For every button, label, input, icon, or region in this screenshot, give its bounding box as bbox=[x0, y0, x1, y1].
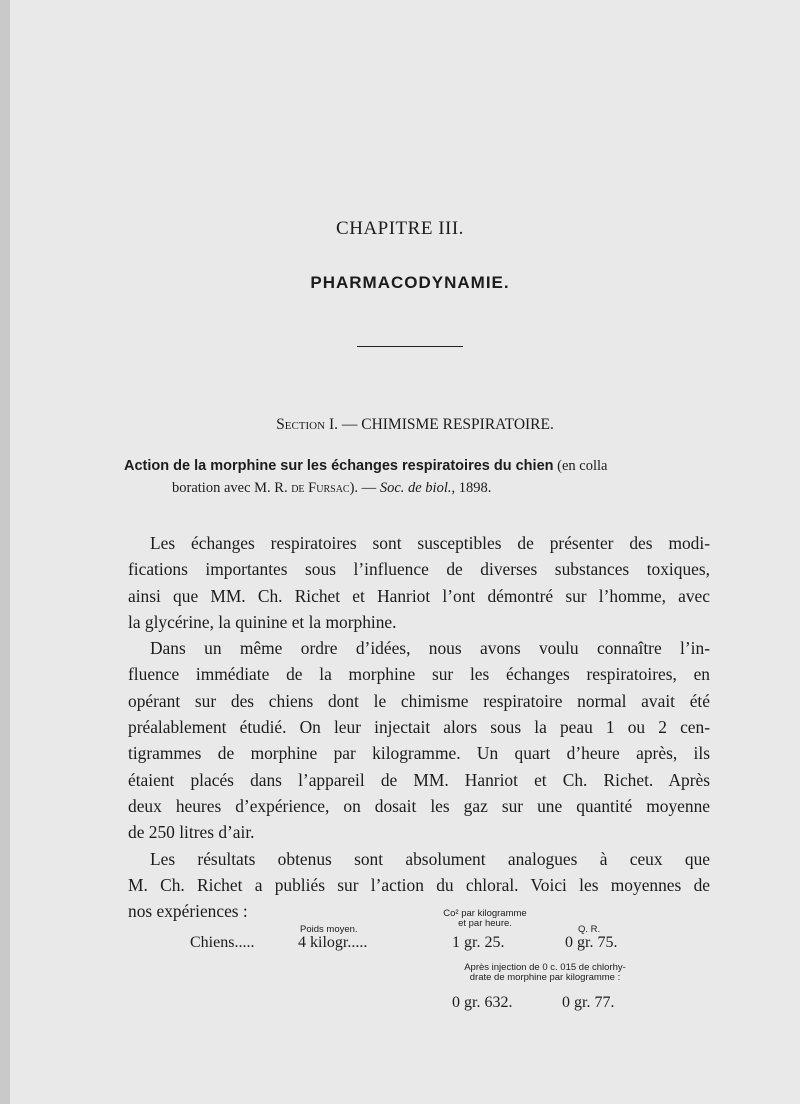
article-separator: ). — bbox=[349, 480, 377, 496]
chapter-heading: CHAPITRE III. bbox=[336, 218, 464, 239]
paragraph-line: fluence immédiate de la morphine sur les échanges respiratoires, en bbox=[128, 664, 710, 685]
table-row-label: Chiens..... bbox=[190, 934, 255, 951]
paragraph-line: Dans un même ordre d’idées, nous avons voulu connaître l’in- bbox=[150, 638, 710, 659]
table-row-weight: 4 kilogr..... bbox=[298, 934, 368, 951]
paragraph-line: opérant sur des chiens dont le chimisme respiratoire normal avait été bbox=[128, 690, 710, 711]
paragraph-line: tigrammes de morphine par kilogramme. Un quart d’heure après, ils bbox=[128, 743, 710, 764]
section-prefix: Section bbox=[276, 416, 326, 433]
journal-name: Soc. de biol. bbox=[379, 480, 452, 496]
divider-rule bbox=[357, 346, 463, 347]
table-header-qr: Q. R. bbox=[578, 924, 601, 935]
article-line-1 bbox=[124, 455, 714, 477]
paragraph-line: étaient placés dans l’appareil de MM. Hanriot et Ch. Richet. Après bbox=[128, 769, 710, 790]
paragraph-line: de 250 litres d’air. bbox=[128, 822, 255, 843]
article-title: Action de la morphine sur les échanges respiratoires du chien bbox=[124, 458, 554, 474]
author-particle: de bbox=[291, 480, 305, 496]
paragraph-line: M. Ch. Richet a publiés sur l’action du chloral. Voici les moyennes de bbox=[128, 874, 710, 895]
article-line-2 bbox=[124, 477, 714, 499]
table-after-qr: 0 gr. 77. bbox=[562, 994, 615, 1011]
article-reference bbox=[124, 455, 714, 499]
chapter-title: PHARMACODYNAMIE. bbox=[310, 273, 510, 292]
article-title-tail: (en colla bbox=[557, 458, 608, 474]
article-year: , 1898. bbox=[451, 480, 492, 496]
paragraph-line: préalablement étudié. On leur injectait alors sous la peau 1 ou 2 cen- bbox=[128, 717, 710, 738]
after-note-line-2: drate de morphine par kilogramme : bbox=[469, 972, 621, 983]
table-header-co2-line-1: Co² par kilogramme bbox=[443, 908, 527, 919]
table-row-co2: 1 gr. 25. bbox=[452, 934, 505, 951]
after-note-line-1: Après injection de 0 c. 015 de chlorhy- bbox=[464, 962, 626, 973]
section-number: I. bbox=[328, 416, 338, 433]
paragraph-line: la glycérine, la quinine et la morphine. bbox=[128, 611, 397, 632]
table-header-weight: Poids moyen. bbox=[300, 924, 358, 935]
paragraph-1 bbox=[128, 530, 710, 635]
table-header-co2 bbox=[420, 909, 550, 929]
section-heading bbox=[0, 416, 800, 434]
table-after-injection-note bbox=[400, 963, 690, 983]
paragraph-line: fications importantes sous l’influence de diverses substances toxiques, bbox=[128, 559, 710, 580]
article-collab: boration avec M. R. bbox=[172, 480, 288, 496]
table-header-co2-line-2: et par heure. bbox=[458, 918, 512, 929]
paragraph-line: nos expériences : bbox=[128, 901, 248, 922]
section-title: — CHIMISME RESPIRATOIRE. bbox=[341, 416, 554, 433]
table-row-qr: 0 gr. 75. bbox=[565, 934, 618, 951]
paragraph-line: Les résultats obtenus sont absolument analogues à ceux que bbox=[150, 848, 710, 869]
table-after-co2: 0 gr. 632. bbox=[452, 994, 513, 1011]
paragraph-line: deux heures d’expérience, on dosait les gaz sur une quantité moyenne bbox=[128, 795, 710, 816]
author-name: Fursac bbox=[308, 480, 350, 496]
body-text bbox=[128, 530, 710, 924]
paragraph-2 bbox=[128, 635, 710, 845]
paragraph-line: ainsi que MM. Ch. Richet et Hanriot l’ont démontré sur l’homme, avec bbox=[128, 585, 710, 606]
paragraph-3 bbox=[128, 846, 710, 925]
paragraph-line: Les échanges respiratoires sont susceptibles de présenter des modi- bbox=[150, 533, 710, 553]
